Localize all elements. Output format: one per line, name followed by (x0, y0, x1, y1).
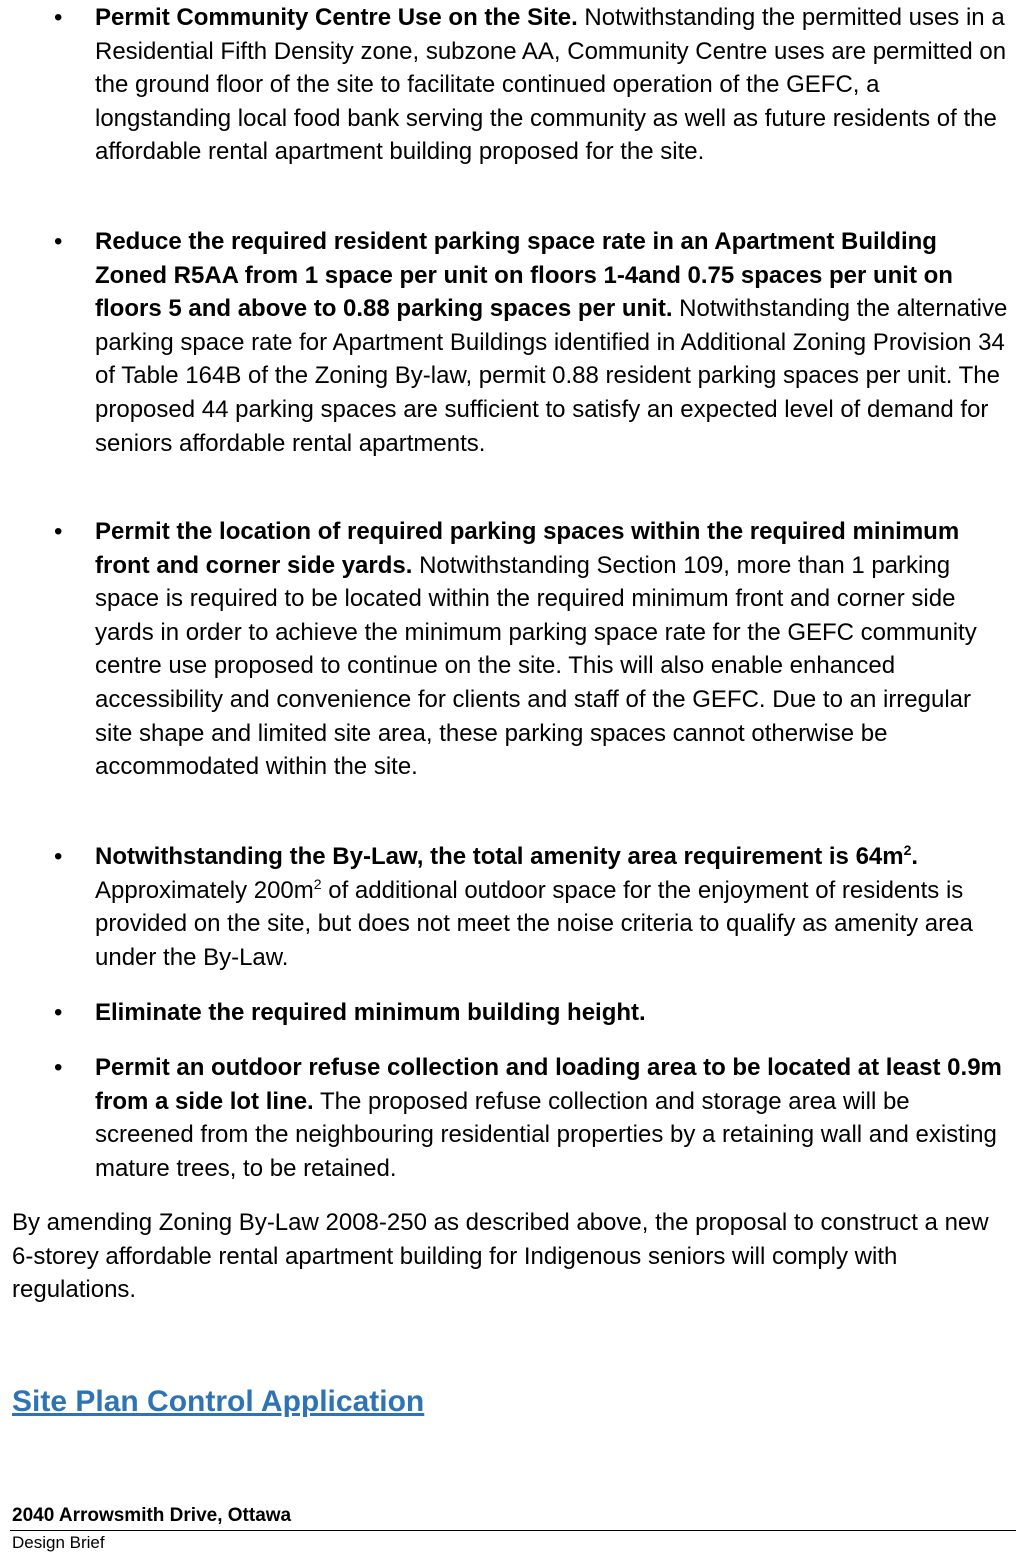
bullet-bold-lead: Permit Community Centre Use on the Site. (95, 4, 578, 31)
amenity-bold-period: . (911, 843, 919, 870)
bullet-text (95, 1, 1015, 169)
bullet-text (95, 515, 1015, 784)
bullet-body: Notwithstanding Section 109, more than 1 parking space is required to be located within the required minimum front and corner side yards in order to achieve the minimum parking space rate for the GEFC community centre use proposed to continue on the site. This will also enable enhanced accessibility and convenience for clients and staff of the GEFC. Due to an irregular site shape and limited site area, these parking spaces cannot otherwise be accommodated within the site. (95, 551, 977, 781)
bullet-text (95, 996, 1015, 1030)
bullet-bold-lead: Eliminate the required minimum building height. (95, 999, 646, 1026)
bullet-text (95, 840, 1015, 974)
bullet-body: Approximately 200m (95, 876, 314, 904)
superscript: 2 (903, 842, 912, 858)
amenity-bold-text: Notwithstanding the By-Law, the total amenity area requirement is 64m (95, 843, 904, 870)
footer-title: 2040 Arrowsmith Drive, Ottawa (12, 1505, 292, 1526)
bullet-bold-lead: Permit an outdoor refuse collection and loading area to be located at least 0.9m from a side lot line. (95, 1054, 1002, 1115)
bullet-icon: • (54, 518, 63, 545)
bullet-text (95, 225, 1015, 460)
bullet-body-rest: of additional outdoor space for the enjoyment of residents is provided on the site, but does not meet the noise criteria to qualify as amenity area under the By-Law. (95, 876, 973, 971)
bullet-icon: • (54, 1054, 63, 1081)
superscript: 2 (313, 875, 322, 892)
bullet-bold-lead (95, 843, 918, 870)
bullet-text (95, 1051, 1015, 1185)
bullet-body: Notwithstanding the permitted uses in a Residential Fifth Density zone, subzone AA, Community Centre uses are permitted on the ground floor of the site to facilitate continued operation of the GEFC, a longstanding local food bank serving the community as well as future residents of the affordable rental apartment building proposed for the site. (95, 4, 1007, 166)
bullet-body: The proposed refuse collection and storage area will be screened from the neighbouring residential properties by a retaining wall and existing mature trees, to be retained. (95, 1087, 997, 1182)
bullet-icon: • (54, 999, 63, 1026)
bullet-icon: • (54, 228, 63, 255)
footer-subtitle: Design Brief (12, 1533, 105, 1552)
bullet-bold-lead: Reduce the required resident parking space rate in an Apartment Building Zoned R5AA from 1 space per unit on floors 1-4and 0.75 spaces per unit on floors 5 and above to 0.88 parking spaces per unit. (95, 228, 953, 323)
bullet-body: Notwithstanding the alternative parking space rate for Apartment Buildings identified in Additional Zoning Provision 34 of Table 164B of the Zoning By-law, permit 0.88 resident parking spaces per unit. The proposed 44 parking spaces are sufficient to satisfy an expected level of demand for seniors affordable rental apartments. (95, 295, 1008, 457)
bullet-icon: • (54, 843, 63, 870)
footer-divider (10, 1530, 1016, 1531)
bullet-icon: • (54, 4, 63, 31)
bullet-bold-lead: Permit the location of required parking spaces within the required minimum front and corner side yards. (95, 518, 960, 579)
section-heading[interactable]: Site Plan Control Application (12, 1385, 425, 1418)
summary-paragraph: By amending Zoning By-Law 2008-250 as described above, the proposal to construct a new 6-storey affordable rental apartment building for Indigenous seniors will comply with regulations. (12, 1209, 989, 1304)
